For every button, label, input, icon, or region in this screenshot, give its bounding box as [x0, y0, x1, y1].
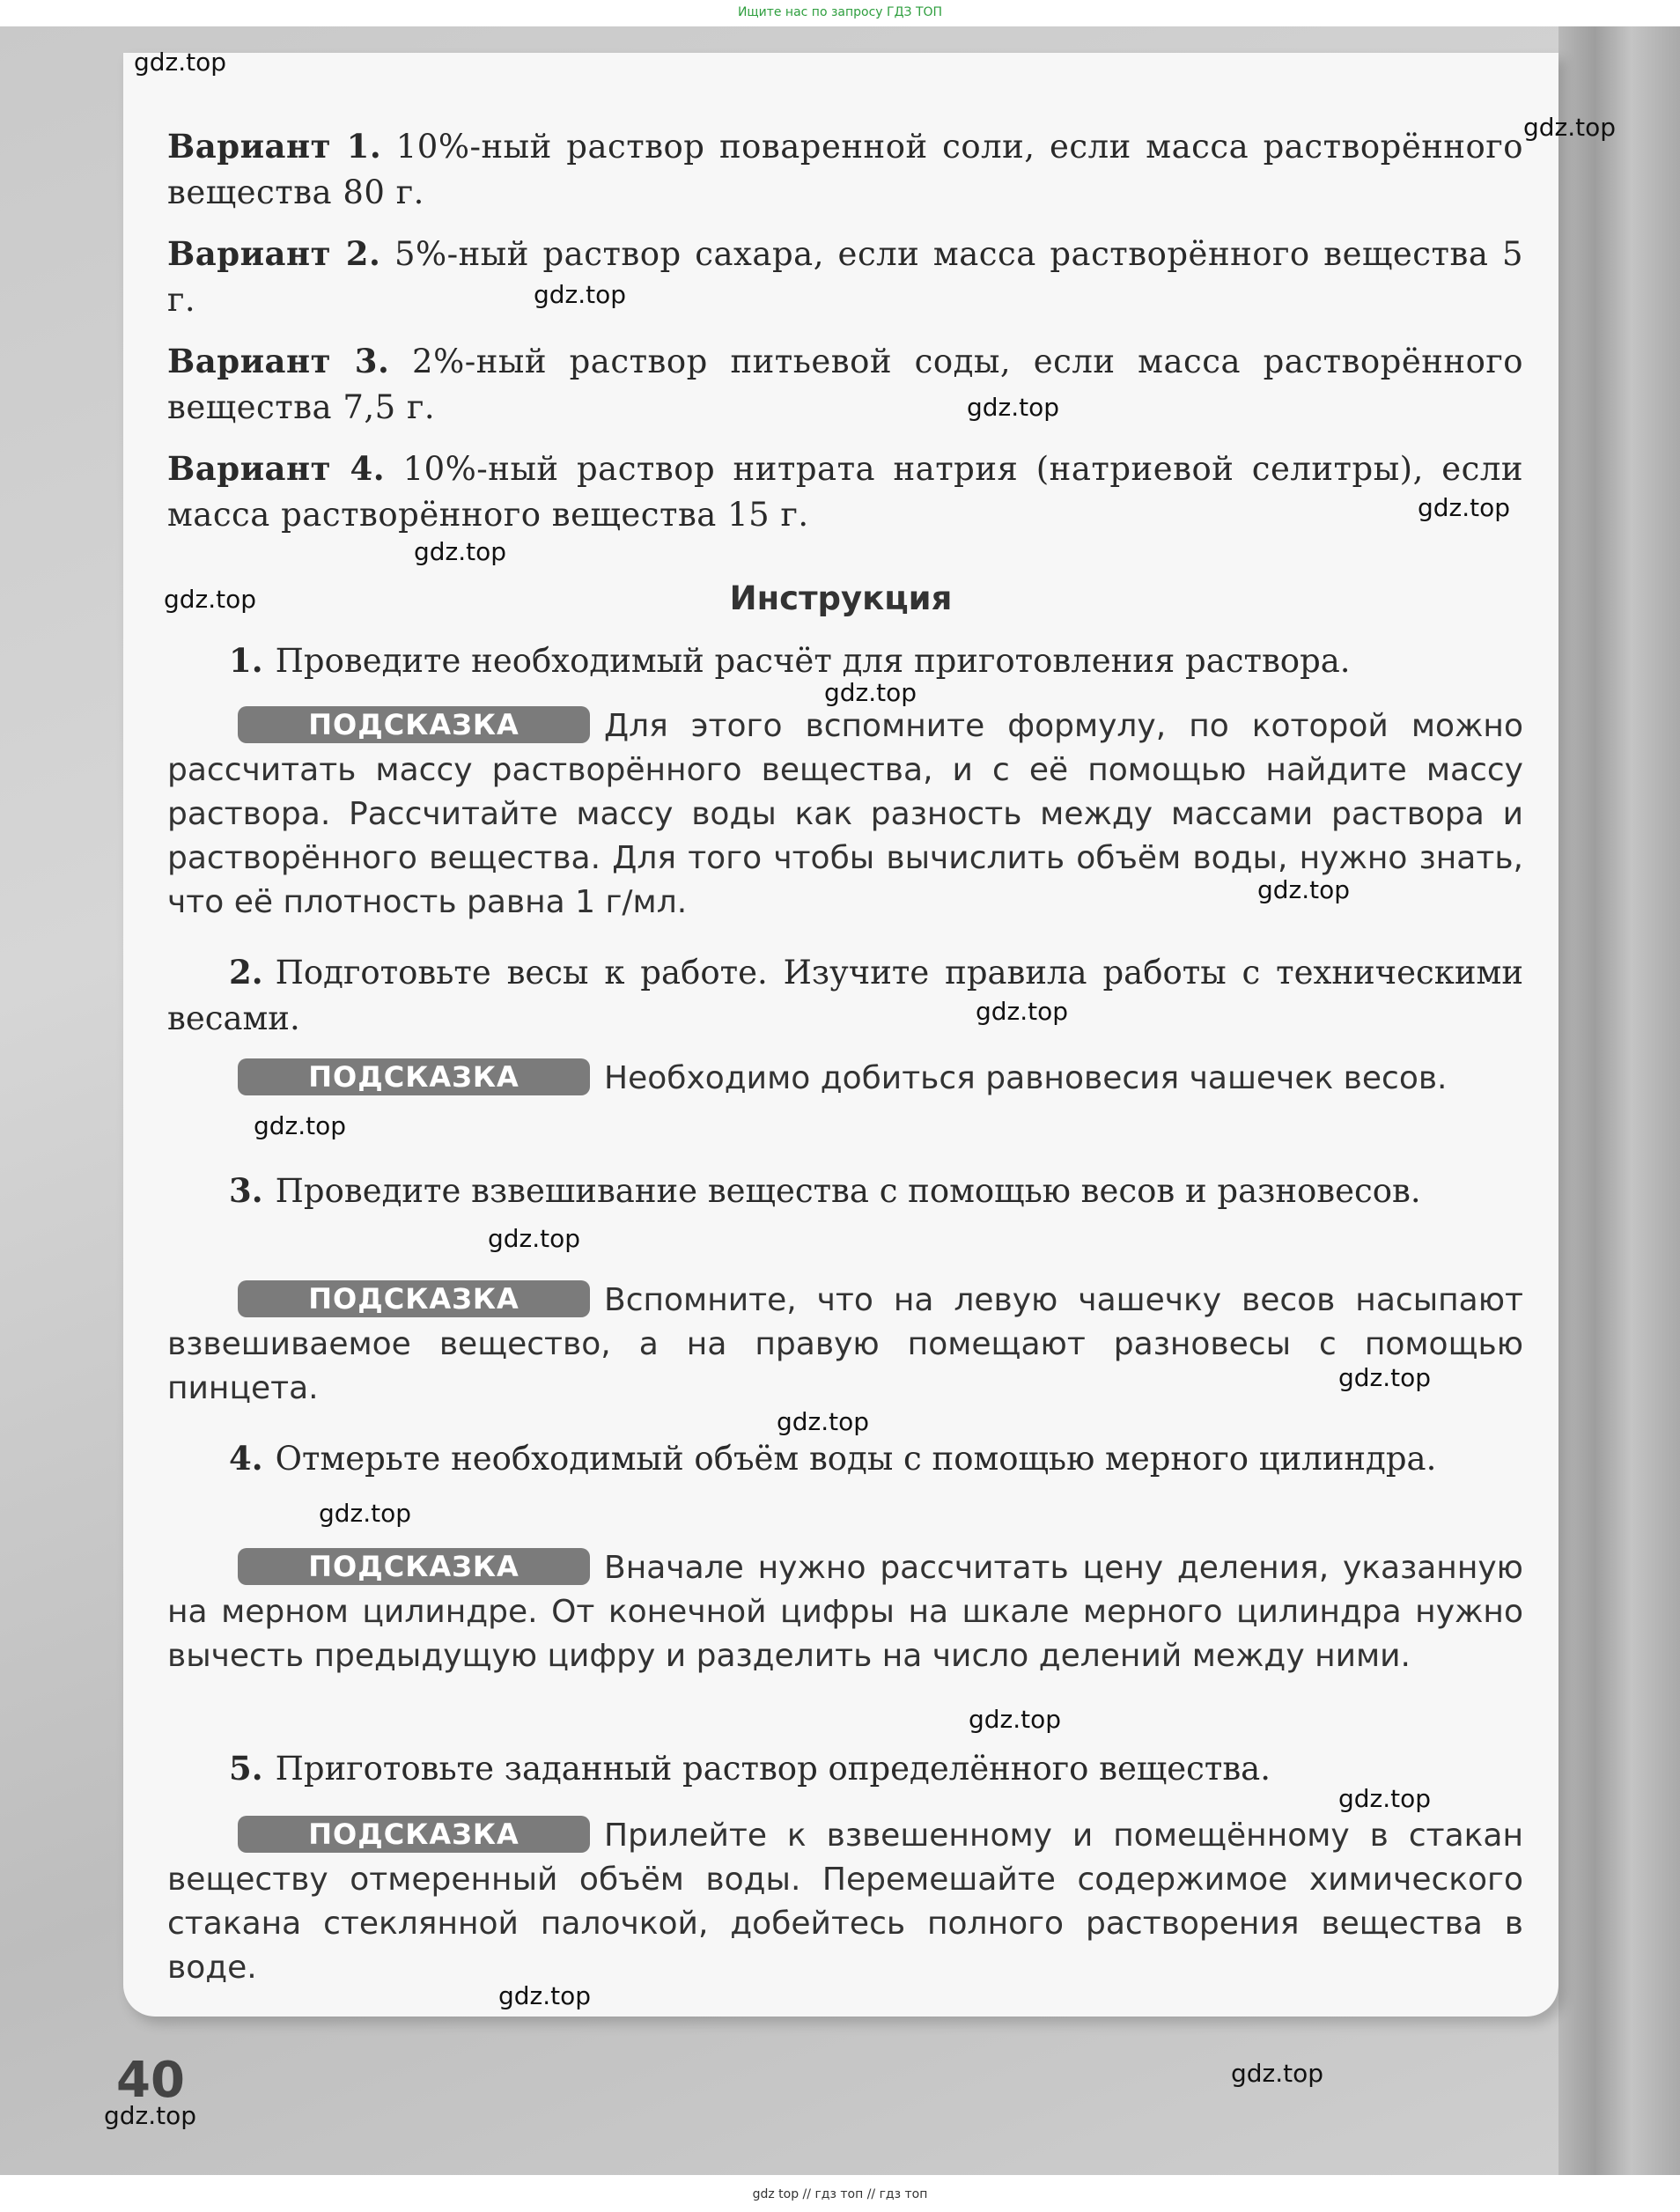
variant-2-text: 5%-ный раствор сахара, если масса растворённого вещества 5 г. — [167, 235, 1523, 319]
step-5-number: 5. — [229, 1749, 263, 1788]
watermark: gdz.top — [976, 997, 1069, 1026]
page-number: 40 — [116, 2052, 185, 2109]
step-4-hint-text: Вначале нужно рассчитать цену деления, указанную на мерном цилиндре. От конечной цифры на шкале мерного цилиндра нужно вычесть предыдущую цифру и разделить на число делений между ними. — [167, 1550, 1523, 1674]
step-4 — [167, 1435, 1523, 1482]
step-5 — [167, 1745, 1523, 1792]
step-2-hint-text: Необходимо добиться равновесия чашечек весов. — [604, 1060, 1448, 1096]
watermark: gdz.top — [1231, 2059, 1324, 2088]
step-5-hint-text: Прилейте к взвешенному и помещённому в стакан веществу отмеренный объём воды. Перемешайте содержимое химического стакана стеклянной палочкой, добейтесь полного растворения вещества в воде. — [167, 1818, 1523, 1986]
book-spine-edge — [1558, 26, 1680, 2175]
watermark: gdz.top — [488, 1224, 581, 1253]
variant-3 — [167, 338, 1523, 431]
watermark: gdz.top — [414, 537, 507, 566]
step-4-hint — [167, 1546, 1523, 1678]
watermark: gdz.top — [967, 393, 1060, 422]
variant-4-text: 10%-ный раствор нитрата натрия (натриевой селитры), если масса растворённого вещества 15 г. — [167, 450, 1523, 534]
variant-1-text: 10%-ный раствор поваренной соли, если масса растворённого вещества 80 г. — [167, 128, 1523, 211]
hint-badge: ПОДСКАЗКА — [238, 1816, 590, 1853]
watermark: gdz.top — [498, 1981, 592, 2010]
variant-1-label: Вариант 1. — [167, 127, 382, 166]
step-3 — [167, 1168, 1523, 1214]
step-4-number: 4. — [229, 1439, 263, 1478]
watermark: gdz.top — [1523, 113, 1617, 142]
watermark: gdz.top — [1338, 1784, 1432, 1813]
watermark: gdz.top — [319, 1499, 412, 1528]
watermark: gdz.top — [164, 585, 257, 614]
watermark: gdz.top — [969, 1705, 1062, 1734]
watermark: gdz.top — [1418, 493, 1511, 522]
watermark: gdz.top — [104, 2101, 197, 2130]
top-banner[interactable]: Ищите нас по запросу ГДЗ ТОП — [737, 5, 943, 19]
watermark: gdz.top — [777, 1407, 870, 1436]
step-5-hint — [167, 1814, 1523, 1990]
step-4-text: Отмерьте необходимый объём воды с помощью мерного цилиндра. — [275, 1440, 1437, 1478]
step-1-number: 1. — [229, 641, 263, 680]
hint-badge: ПОДСКАЗКА — [238, 1058, 590, 1095]
step-2-hint — [167, 1057, 1523, 1101]
watermark: gdz.top — [254, 1111, 347, 1140]
step-2 — [167, 949, 1523, 1042]
variant-2-label: Вариант 2. — [167, 234, 381, 273]
step-1-hint-text: Для этого вспомните формулу, по которой можно рассчитать массу растворённого вещества, и с её помощью найдите массу раствора. Рассчитайте массу воды как разность между массами раствора и растворённого вещества. Для того чтобы вычислить объём воды, нужно знать, что её плотность равна 1 г/мл. — [167, 708, 1523, 920]
step-3-hint — [167, 1279, 1523, 1411]
hint-badge: ПОДСКАЗКА — [238, 1548, 590, 1585]
variant-2 — [167, 231, 1523, 323]
step-2-number: 2. — [229, 953, 263, 992]
step-3-hint-text: Вспомните, что на левую чашечку весов насыпают взвешиваемое вещество, а на правую помещают разновесы с помощью пинцета. — [167, 1282, 1523, 1406]
variant-3-label: Вариант 3. — [167, 342, 390, 380]
watermark: gdz.top — [1338, 1363, 1432, 1392]
step-3-number: 3. — [229, 1171, 263, 1210]
step-1-text: Проведите необходимый расчёт для приготовления раствора. — [275, 642, 1351, 680]
step-2-text: Подготовьте весы к работе. Изучите правила работы с техническими весами. — [167, 954, 1523, 1037]
watermark: gdz.top — [1257, 875, 1351, 904]
watermark: gdz.top — [824, 678, 917, 707]
step-5-text: Приготовьте заданный раствор определённого вещества. — [275, 1750, 1271, 1788]
variant-1 — [167, 123, 1523, 216]
step-3-text: Проведите взвешивание вещества с помощью весов и разновесов. — [275, 1172, 1421, 1210]
hint-badge: ПОДСКАЗКА — [238, 1280, 590, 1317]
instruction-heading: Инструкция — [729, 579, 953, 617]
watermark: gdz.top — [134, 48, 227, 77]
watermark: gdz.top — [534, 280, 627, 309]
variant-3-text: 2%-ный раствор питьевой соды, если масса растворённого вещества 7,5 г. — [167, 343, 1523, 426]
variant-4-label: Вариант 4. — [167, 449, 386, 488]
bottom-banner[interactable]: gdz top // гдз топ // гдз топ — [752, 2187, 928, 2201]
variant-4 — [167, 446, 1523, 538]
hint-badge: ПОДСКАЗКА — [238, 706, 590, 743]
